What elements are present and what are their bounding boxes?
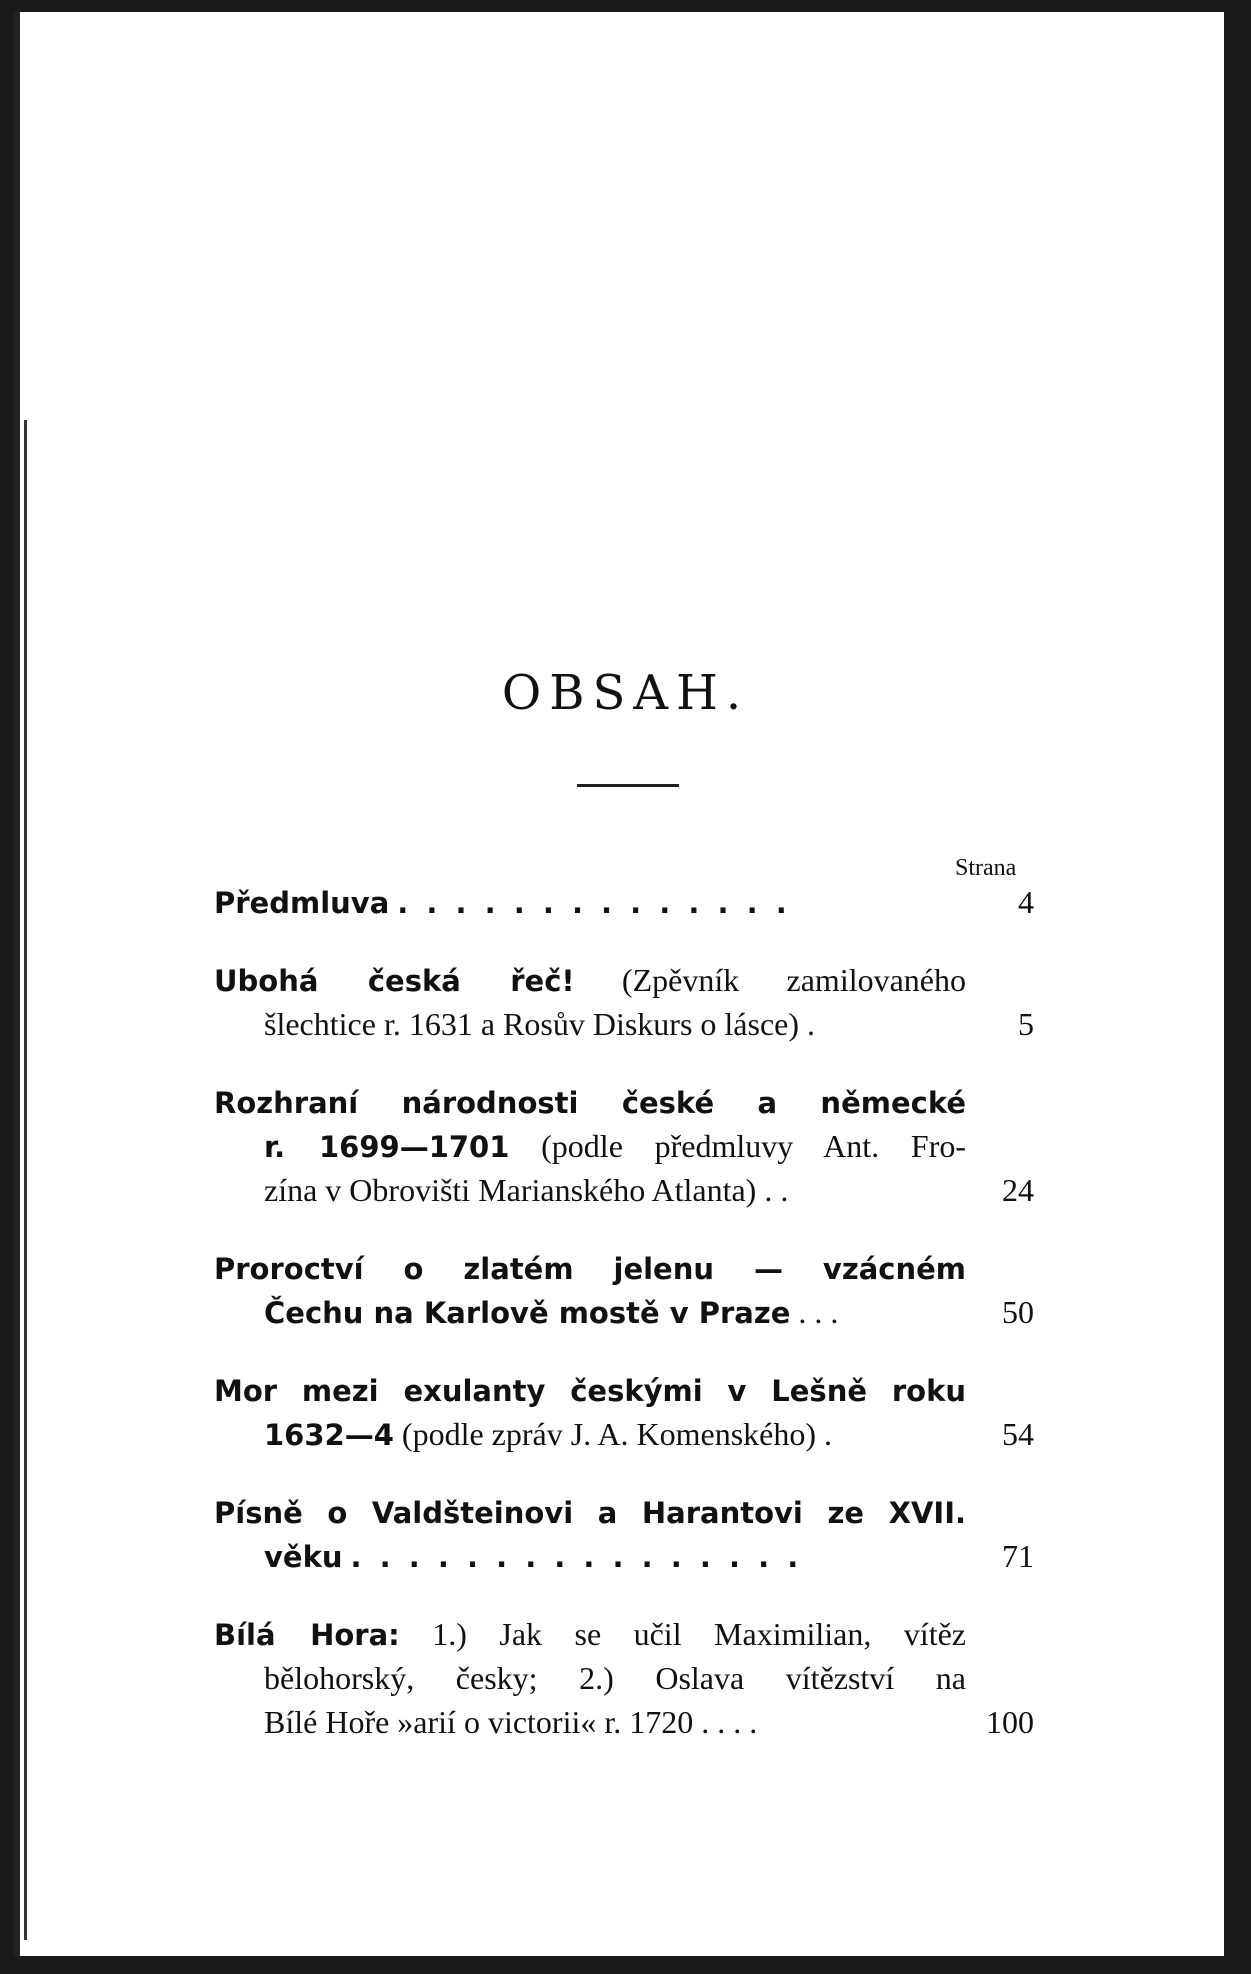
toc-entry-title: Mor mezi exulanty českými v Lešně roku bbox=[214, 1374, 966, 1408]
toc-page-number: 100 bbox=[986, 1704, 1034, 1740]
table-of-contents bbox=[214, 880, 1034, 1778]
toc-leader-dots: . . . . . . . . . . . . . . . . bbox=[350, 1540, 803, 1574]
toc-page-number: 4 bbox=[1018, 884, 1034, 920]
toc-entry-note: Bílé Hoře »arií o victorii« r. 1720 . . . . bbox=[264, 1704, 758, 1740]
toc-entry bbox=[214, 880, 1034, 924]
toc-entry-line bbox=[214, 1290, 1034, 1334]
toc-entry bbox=[214, 1612, 1034, 1744]
toc-entry-line bbox=[214, 1700, 1034, 1744]
toc-entry-title: r. 1699—1701 bbox=[264, 1130, 510, 1164]
toc-entry-line bbox=[214, 1412, 1034, 1456]
toc-entry-title: Předmluva bbox=[214, 886, 390, 920]
toc-entry bbox=[214, 1490, 1034, 1578]
toc-entry-line bbox=[214, 1168, 1034, 1212]
toc-page-number: 71 bbox=[1002, 1538, 1034, 1574]
toc-page-number: 24 bbox=[1002, 1172, 1034, 1208]
toc-entry-title: Čechu na Karlově mostě v Praze bbox=[264, 1296, 791, 1330]
toc-page-number: 50 bbox=[1002, 1294, 1034, 1330]
toc-entry bbox=[214, 1246, 1034, 1334]
toc-entry-title: Rozhraní národnosti české a německé bbox=[214, 1086, 966, 1120]
toc-entry bbox=[214, 1368, 1034, 1456]
toc-entry-note: (podle předmluvy Ant. Fro- bbox=[541, 1128, 967, 1164]
toc-entry-title: věku bbox=[264, 1540, 343, 1574]
page-binding-line bbox=[24, 420, 27, 1940]
toc-entry-note: 1.) Jak se učil Maximilian, vítěz bbox=[432, 1616, 967, 1652]
toc-entry-note: . . . bbox=[798, 1294, 839, 1330]
toc-entry-note: (podle zpráv J. A. Komenského) . bbox=[401, 1416, 833, 1452]
toc-entry-line bbox=[214, 1002, 1034, 1046]
toc-leader-dots: . . . . . . . . . . . . . . bbox=[397, 886, 791, 920]
title-divider bbox=[577, 784, 679, 787]
toc-entry-note: šlechtice r. 1631 a Rosův Diskurs o lásce) . bbox=[264, 1006, 815, 1042]
toc-entry bbox=[214, 1080, 1034, 1212]
toc-page-number: 54 bbox=[1002, 1416, 1034, 1452]
toc-entry-line bbox=[214, 1246, 966, 1290]
toc-entry-line bbox=[214, 1080, 966, 1124]
toc-entry-line bbox=[214, 1368, 966, 1412]
toc-entry-note: zína v Obrovišti Marianského Atlanta) . . bbox=[264, 1172, 789, 1208]
toc-entry-line bbox=[214, 880, 1034, 924]
toc-entry-line bbox=[214, 958, 966, 1002]
toc-entry-title: Ubohá česká řeč! bbox=[214, 964, 575, 998]
toc-entry-title: Písně o Valdšteinovi a Harantovi ze XVII. bbox=[214, 1496, 966, 1530]
toc-entry-line bbox=[214, 1124, 966, 1168]
toc-entry bbox=[214, 958, 1034, 1046]
page-edge-shadow bbox=[14, 12, 20, 1956]
toc-entry-note: (Zpěvník zamilovaného bbox=[621, 962, 967, 998]
toc-entry-title: Proroctví o zlatém jelenu — vzácném bbox=[214, 1252, 966, 1286]
toc-entry-line bbox=[214, 1534, 1034, 1578]
toc-page-number: 5 bbox=[1018, 1006, 1034, 1042]
toc-entry-line bbox=[214, 1490, 966, 1534]
toc-entry-line bbox=[214, 1612, 966, 1656]
toc-entry-title: Bílá Hora: bbox=[214, 1618, 400, 1652]
page-title: OBSAH. bbox=[501, 665, 750, 721]
toc-entry-title: 1632—4 bbox=[264, 1418, 394, 1452]
page-column-header: Strana bbox=[955, 855, 1017, 881]
toc-entry-note: bělohorský, česky; 2.) Oslava vítězství na bbox=[264, 1660, 966, 1696]
toc-entry-line bbox=[214, 1656, 966, 1700]
